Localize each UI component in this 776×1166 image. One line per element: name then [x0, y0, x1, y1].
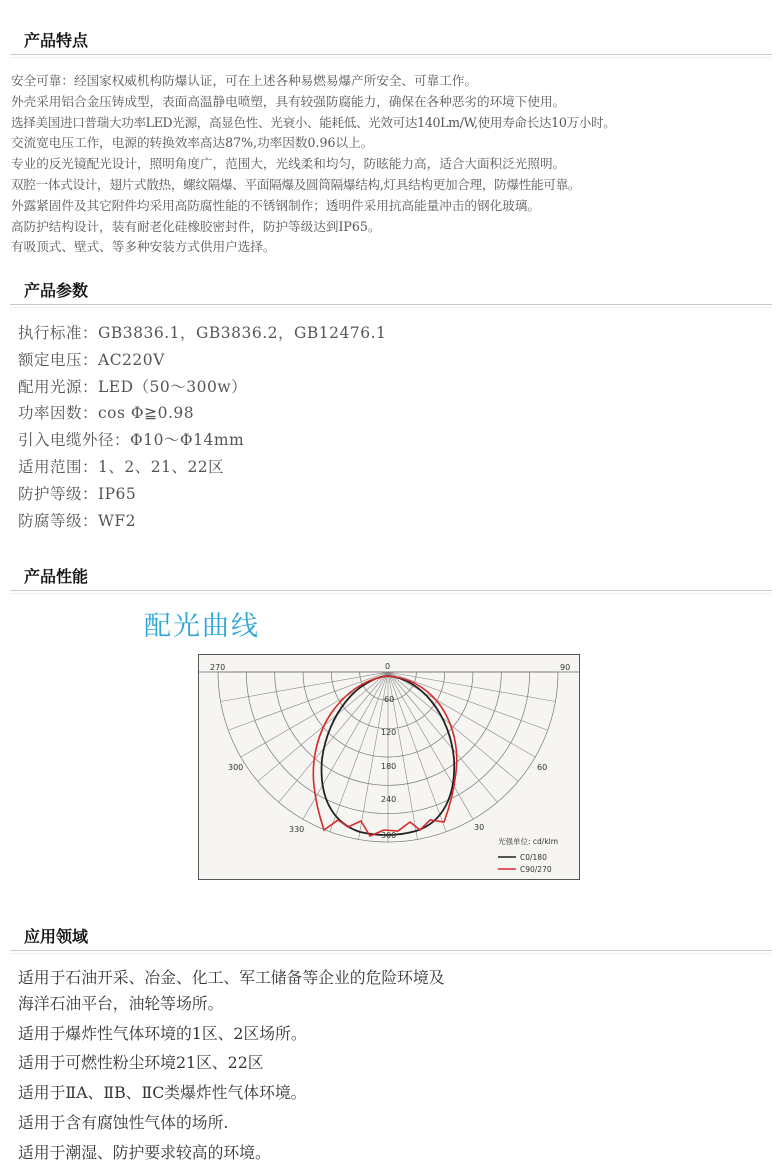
- section-header-params: [0, 274, 776, 314]
- application-line: 适用于爆炸性气体环境的1区、2区场所。: [18, 1023, 307, 1043]
- feature-line: 选择美国进口普瑞大功率LED光源，高显色性、光衰小、能耗低、光效可达140Lm/W,使用寿命长达10万小时。: [11, 114, 616, 130]
- legend-heading: 光强单位: cd/klm: [498, 837, 559, 846]
- angle-label: 0: [385, 662, 391, 671]
- feature-line: 安全可靠：经国家权威机构防爆认证，可在上述各种易燃易爆产所安全、可靠工作。: [11, 73, 477, 88]
- angle-label: 330: [289, 825, 305, 834]
- feature-line: 高防护结构设计，装有耐老化硅橡胶密封件，防护等级达到IP65。: [11, 218, 381, 234]
- section-divider: [10, 54, 772, 58]
- radial-label: 60: [384, 695, 395, 704]
- section-header-features: [0, 24, 776, 64]
- param-line: 额定电压：AC220V: [18, 350, 165, 369]
- param-line: 引入电缆外径：Φ10～Φ14mm: [18, 431, 245, 450]
- diagram-title: 配光曲线: [144, 611, 260, 642]
- params-list: [18, 320, 758, 534]
- section-divider: [10, 304, 772, 308]
- param-line: 配用光源：LED（50～300w）: [18, 377, 248, 396]
- feature-line: 外露紧固件及其它附件均采用高防腐性能的不锈钢制作；透明件采用抗高能量冲击的钢化玻璃。: [11, 197, 540, 213]
- angle-label: 300: [228, 763, 244, 772]
- param-line: 防护等级：IP65: [18, 484, 137, 503]
- section-title-params: 产品参数: [24, 281, 89, 300]
- param-line: 执行标准：GB3836.1，GB3836.2，GB12476.1: [18, 324, 387, 342]
- application-line: 适用于石油开采、冶金、化工、军工储备等企业的危险环境及: [18, 968, 445, 987]
- feature-line: 专业的反光镜配光设计，照明角度广，范围大，光线柔和均匀，防眩能力高，适合大面积泛光照明。: [11, 156, 566, 172]
- application-line: 适用于含有腐蚀性气体的场所.: [18, 1112, 229, 1132]
- section-header-performance: [0, 560, 776, 600]
- applications-list: [18, 965, 758, 1166]
- param-line: 适用范围：1、2、21、22区: [18, 457, 225, 476]
- legend-label-c0: C0/180: [520, 853, 547, 862]
- radial-label: 120: [381, 728, 397, 737]
- polar-light-distribution-diagram: [198, 654, 580, 880]
- application-line: 适用于ⅡA、ⅡB、ⅡC类爆炸性气体环境。: [18, 1083, 307, 1103]
- radial-label: 180: [381, 762, 397, 771]
- feature-line: 外壳采用铝合金压铸成型，表面高温静电喷塑，具有较强防腐能力，确保在各种恶劣的环境下使用。: [11, 93, 566, 109]
- application-line: 适用于可燃性粉尘环境21区、22区: [18, 1053, 264, 1073]
- angle-label: 30: [474, 823, 485, 832]
- radial-label: 240: [381, 795, 397, 804]
- section-divider: [10, 950, 772, 954]
- section-title-performance: 产品性能: [24, 567, 89, 586]
- param-line: 防腐等级：WF2: [18, 511, 137, 530]
- feature-line: 交流宽电压工作，电源的转换效率高达87%,功率因数0.96以上。: [11, 135, 374, 151]
- legend-label-c90: C90/270: [520, 865, 552, 874]
- feature-line: 双腔一体式设计，翅片式散热，螺纹隔爆、平面隔爆及圆筒隔爆结构,灯具结构更加合理，防爆性能可靠。: [11, 176, 581, 192]
- features-list: [11, 71, 773, 258]
- angle-label: 90: [560, 663, 571, 672]
- section-title-applications: 应用领域: [24, 927, 89, 946]
- application-line: 海洋石油平台，油轮等场所。: [18, 993, 224, 1013]
- feature-line: 有吸顶式、壁式、等多种安装方式供用户选择。: [11, 239, 276, 255]
- section-header-applications: [0, 920, 776, 960]
- param-line: 功率因数：cos Φ≧0.98: [18, 404, 195, 423]
- application-line: 适用于潮湿、防护要求较高的环境。: [18, 1142, 271, 1162]
- angle-label: 60: [537, 763, 548, 772]
- section-divider: [10, 590, 772, 594]
- section-title-features: 产品特点: [24, 31, 89, 50]
- radial-label: 300: [381, 831, 397, 840]
- angle-label: 270: [210, 663, 226, 672]
